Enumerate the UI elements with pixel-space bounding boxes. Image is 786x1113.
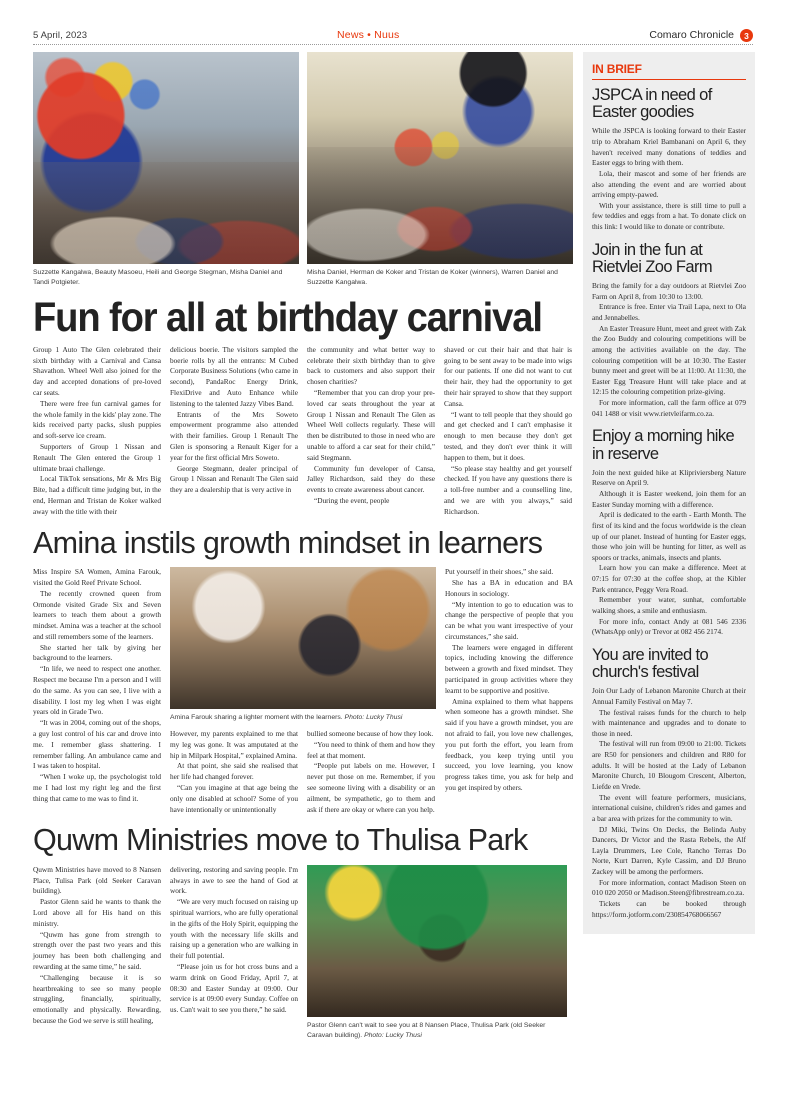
article-column (445, 567, 573, 815)
paragraph: “My intention to go to education was to change the perspective of people that you can be what you want irrespective of your circumstances,” she said. (445, 599, 573, 641)
article-headline: Amina instils growth mindset in learners (33, 525, 543, 560)
brief-heading: Enjoy a morning hike in reserve (592, 427, 735, 463)
caption-row (33, 268, 573, 288)
paragraph: Bring the family for a day outdoors at Rietvlei Zoo Farm on April 8, from 10:30 to 13:00. (592, 281, 746, 301)
paragraph: “You need to think of them and how they feel at that moment. (307, 739, 435, 760)
paragraph: An Easter Treasure Hunt, meet and greet with Zak the Zoo Buddy and colouring competitions will be among the activities available on the day. The colouring competition will be at 10:30. The Easter bunny meet and greet will be at 11:00. At 11:30, the Easter Egg Treasure Hunt will take place and at 12:15 the colouring competition prize-giving. (592, 323, 746, 397)
photo-credit: Lucky Thusi (366, 714, 403, 722)
article-column (170, 729, 298, 815)
publication-title: Comaro Chronicle (649, 28, 734, 41)
paragraph: Entrants of the Mrs Soweto empowerment programme also attended with their families. Group 1 Renault The Glen is sponsoring a Renault Kiger for a year for the first official Mrs Soweto. (170, 409, 298, 462)
paragraph: Amina explained to them what happens when someone has a growth mindset. She said if you have a growth mindset, you are not afraid to fail, you love new challenges, you put forth the effort, you learn from feedback, you keep trying until you succeed, you love learning, you know progress takes time, you ask for help and you get inspired by others. (445, 696, 573, 793)
in-brief-divider (592, 79, 746, 80)
article-column (33, 567, 161, 815)
photo-credit: Lucky Thusi (385, 1031, 422, 1039)
main-content (33, 52, 573, 1041)
photo-caption (307, 1021, 567, 1041)
paragraph: With your assistance, there is still time to pull a few teddies and eggs from a hat. To donate click on this link: I would like to donate or contribute. (592, 200, 746, 232)
paragraph: “Please join us for hot cross buns and a warm drink on Good Friday, April 7, at 08:30 and Easter Sunday at 09:00. Our service is at 09:00 every Sunday. Coffee on us. Can't wait to see you there,” he said. (170, 962, 298, 1015)
paragraph: There were free fun carnival games for the whole family in the kids' play zone. The kids received party packs, slush puppies and soft-serve ice cream. (33, 398, 161, 441)
quwm-photo (307, 865, 567, 1017)
photo-caption (170, 713, 436, 723)
paragraph: George Stegmann, dealer principal of Group 1 Nissan and Renault The Glen said they are a dealership that is very active in (170, 463, 298, 495)
paragraph: bullied someone because of how they look. (307, 728, 434, 738)
paragraph: The festival raises funds for the church to help with maintenance and upgrades and to donate to those in need. (592, 707, 746, 738)
paragraph: Lola, their mascot and some of her friends are also attending the event and are worried about arriving empty-pawed. (592, 168, 746, 200)
article-column (307, 345, 435, 518)
paragraph: She started her talk by giving her background to the learners. (33, 642, 161, 663)
paragraph: “In life, we need to respect one another. Respect me because I'm a person and I will do the same. As you can see, I live with a disability. I lost my leg when I was eight years old in Grade Two. (33, 664, 161, 717)
article-body (33, 345, 573, 518)
page-number-badge: 3 (740, 29, 753, 42)
in-brief-sidebar (583, 52, 755, 934)
paragraph: Community fun developer of Cansa, Jalley Richardson, said they do these events to create awareness about cancer. (307, 463, 435, 495)
amina-photo (170, 567, 436, 709)
brief-body (592, 126, 746, 232)
paragraph: Miss Inspire SA Women, Amina Farouk, visited the Gold Reef Private School. (33, 567, 161, 587)
brief-item (592, 242, 746, 420)
carnival-photo-1 (33, 52, 299, 264)
paragraph: Quwm Ministries have moved to 8 Nansen Place, Tulisa Park (old Seeker Caravan building). (33, 864, 161, 896)
paragraph: “People put labels on me. However, I never put those on me. Remember, if you see someone living with a disability or an ailment, be sympathetic, go to them and ask if there are okay or where can you help. (307, 761, 435, 814)
carnival-photo-2 (307, 52, 573, 264)
article-amina-growth-mindset (33, 525, 573, 816)
brief-body (592, 281, 746, 419)
paragraph: delivering, restoring and saving people. I'm always in awe to see the hand of God at work. (170, 864, 298, 896)
article-photo-block (170, 567, 436, 815)
paragraph: “We are very much focused on raising up spiritual warriors, who are fully operational in the gifts of the Holy Spirit, equipping the youth with the necessary life skills and raising up a generation who are walking in their full potential. (170, 897, 298, 961)
paragraph: Supporters of Group 1 Nissan and Renault The Glen entered the Group 1 ultimate braai challenge. (33, 442, 161, 473)
paragraph: “During the event, people (314, 496, 390, 506)
article-column (444, 345, 572, 518)
article-headline: Fun for all at birthday carnival (33, 293, 542, 340)
brief-heading: JSPCA in need of Easter goodies (592, 86, 712, 122)
article-column (170, 345, 298, 518)
photo-credit-label: Photo: (344, 714, 367, 722)
paragraph: The festival will run from 09:00 to 21:00. Tickets are R50 for pensioners and children and R80 for adults. It will be hosted at the Lady of Lebanon Maronite Church, 10 Blougom Crescent, Alberton, Liefde en Vrede. (592, 739, 746, 791)
paragraph: Remember your water, sunhat, comfortable walking shoes, a smile and enthusiasm. (592, 595, 746, 615)
paragraph: Learn how you can make a difference. Meet at 07:15 for 07:30 at the coffee shop, at the Kibler Park entrance, Peggy Vera Road. (592, 563, 746, 594)
masthead-section-label: News • Nuus (337, 28, 400, 41)
paragraph: Local TikTok sensations, Mr & Mrs Big Bite, had a difficult time judging but, in the end, Herman and Tristan de Koker walked away with the title with their (33, 474, 161, 516)
article-headline: Quwm Ministries move to Thulisa Park (33, 823, 528, 858)
in-brief-label: IN BRIEF (592, 62, 642, 76)
paragraph: “So please stay healthy and get yourself checked. If you have any questions there is a toll-free number and a counselling line, and we are with you always,” said Richardson. (444, 463, 572, 516)
paragraph: “It was in 2004, coming out of the shops, a guy lost control of his car and drove into me. I remember glass shattering. I remember falling. An ambulance came and I was taken to hospital. (33, 718, 161, 771)
paragraph: Join the next guided hike at Klipriviersberg Nature Reserve on April 9. (592, 467, 746, 488)
paragraph: “Challenging because it is so heartbreaking to see so many people struggling, financially, spiritually, emotionally and physically. Rewarding, because the God we serve is still healing, (33, 972, 161, 1025)
paragraph: Tickets can be booked through https://form.jotform.com/230854768066567 (592, 899, 746, 919)
article-column (33, 345, 161, 518)
paragraph: However, my parents explained to me that my leg was gone. It was amputated at the hip in Milpark Hospital,” explained Amina. (170, 728, 298, 760)
paragraph: Pastor Glenn said he wants to thank the Lord above all for His hand on this ministry. (33, 897, 161, 928)
paragraph: “Quwm has gone from strength to strength over the past two years and this journey has been both challenging and rewarding at the same time,” he said. (33, 929, 161, 971)
paragraph: “When I woke up, the psychologist told me I had lost my right leg and the first thing that came to me was to find it. (33, 772, 161, 803)
photo-caption: Misha Daniel, Herman de Koker and Tristan de Koker (winners), Warren Daniel and Suzzette Kangalwa. (307, 269, 558, 286)
paragraph: Although it is Easter weekend, join them for an Easter Sunday morning with a difference. (592, 488, 746, 509)
article-quwm-ministries (33, 825, 573, 1040)
paragraph: While the JSPCA is looking forward to their Easter trip to Abraham Kriel Bambanani on April 6, they haven't received many donations of teddies and Easter eggs to bring with them. (592, 126, 746, 168)
article-column (170, 865, 298, 1041)
paragraph: For more information, contact Madison Steen on 010 020 2050 or Madison.Steen@fibrestream.co.za. (592, 877, 746, 898)
paragraph: The recently crowned queen from Ormonde visited Grade Six and Seven learners to teach them about a growth mindset. Amina was a teacher at the school and still remembers some of the learners. (33, 588, 161, 641)
paragraph: delicious boerie. The visitors sampled the boerie rolls by all the entrants: M Cubed Corporate Business Solutions (who came in second), PandaRoc Energy Drink, FlexiDrive and Auto Enhance while listening to the talented Jazzy Vibes Band. (170, 344, 298, 408)
brief-heading: You are invited to church's festival (592, 645, 709, 682)
article-body (33, 567, 573, 815)
article-photo-block (307, 865, 567, 1041)
brief-body (592, 468, 746, 638)
brief-item (592, 87, 746, 233)
paragraph: At that point, she said she realised that her life had changed forever. (170, 761, 298, 782)
masthead-divider (33, 44, 753, 45)
paragraph: Join Our Lady of Lebanon Maronite Church at their Annual Family Festival on May 7. (592, 686, 746, 706)
brief-heading: Join in the fun at Rietvlei Zoo Farm (592, 240, 712, 276)
photo-row (33, 52, 573, 264)
paragraph: For more information, call the farm office at 079 041 1488 or visit www.rietvleifarm.co.za. (592, 398, 746, 418)
paragraph: “Remember that you can drop your pre-loved car seats throughout the year at Group 1 Nissan and Renault The Glen as Wheel Well collects regularly. These will then be distributed to those in need who are unable to afford a car seat for their child,” said Stegmann. (307, 388, 435, 462)
paragraph: shaved or cut their hair and that hair is going to be sent away to be made into wigs for our patients. If one did not want to cut their hair, they had the opportunity to get their hair sprayed to show that they support Cansa. (444, 344, 572, 408)
masthead-date: 5 April, 2023 (33, 29, 88, 41)
article-column (33, 865, 161, 1041)
article-birthday-carnival (33, 52, 573, 518)
paragraph: “Can you imagine at that age being the only one disabled at school? Some of you have intentionally or unintentionally (170, 782, 298, 814)
paragraph: Group 1 Auto The Glen celebrated their sixth birthday with a Carnival and Cansa Shavathon. Wheel Well also joined for the day and accepted donations of pre-loved car seats. (33, 344, 161, 398)
article-column (307, 729, 435, 815)
photo-caption-text: Amina Farouk sharing a lighter moment with the learners. (170, 714, 345, 722)
brief-body (592, 686, 746, 920)
paragraph: April is dedicated to the earth - Earth Month. The first of its kind and the focus worldwide is the clean up of our planet. Instead of hunting for Easter eggs, those who join will be hunting for litter, as well as spoors or tracks, animals, insects and plants. (592, 510, 746, 562)
paragraph: the community and what better way to celebrate their sixth birthday than to give back to customers and also support their chosen charities? (307, 344, 435, 387)
masthead (33, 28, 753, 50)
paragraph: The event will feature performers, musicians, international cuisine, children's rides and games and a bar area with prizes for the community to win. (592, 792, 746, 823)
paragraph: DJ Miki, Twins On Decks, the Belinda Auby Dancers, Dr Victor and the Rasta Rebels, the Alf Layla Drummers, Lee Cole, Rancho Terras Do Norte, Kurt Darren, Kyle Cassim, and DJ Bruno Zackey will be among the performers. (592, 824, 746, 877)
paragraph: For more info, contact Andy at 081 546 2336 (WhatsApp only) or Trevor at 082 456 2174. (592, 616, 746, 637)
paragraph: Put yourself in their shoes,” she said. (445, 567, 554, 577)
photo-caption-text: Pastor Glenn can't wait to see you at 8 Nansen Place, Thulisa Park (old Seeker Caravan building). (307, 1021, 546, 1039)
paragraph: “I want to tell people that they should go and get checked and I can't emphasise it enough to men because they don't get tested, and they don't ever think it will happen to them, but it does. (444, 409, 572, 462)
paragraph: The learners were engaged in different topics, including knowing the difference between a growth and fixed mindset. They participated in group activities where they learnt to be supportive and positive. (445, 642, 573, 695)
brief-item (592, 428, 746, 638)
paragraph: She has a BA in education and BA Honours in sociology. (445, 577, 573, 598)
brief-item (592, 647, 746, 920)
photo-credit-label: Photo: (364, 1031, 386, 1039)
paragraph: Entrance is free. Enter via Trail Lapa, next to Ola and Jennabelles. (592, 302, 746, 322)
article-body (33, 865, 573, 1041)
photo-caption: Suzzette Kangalwa, Beauty Masoeu, Heili and George Stegman, Misha Daniel and Tandi Potgieter. (33, 269, 283, 286)
